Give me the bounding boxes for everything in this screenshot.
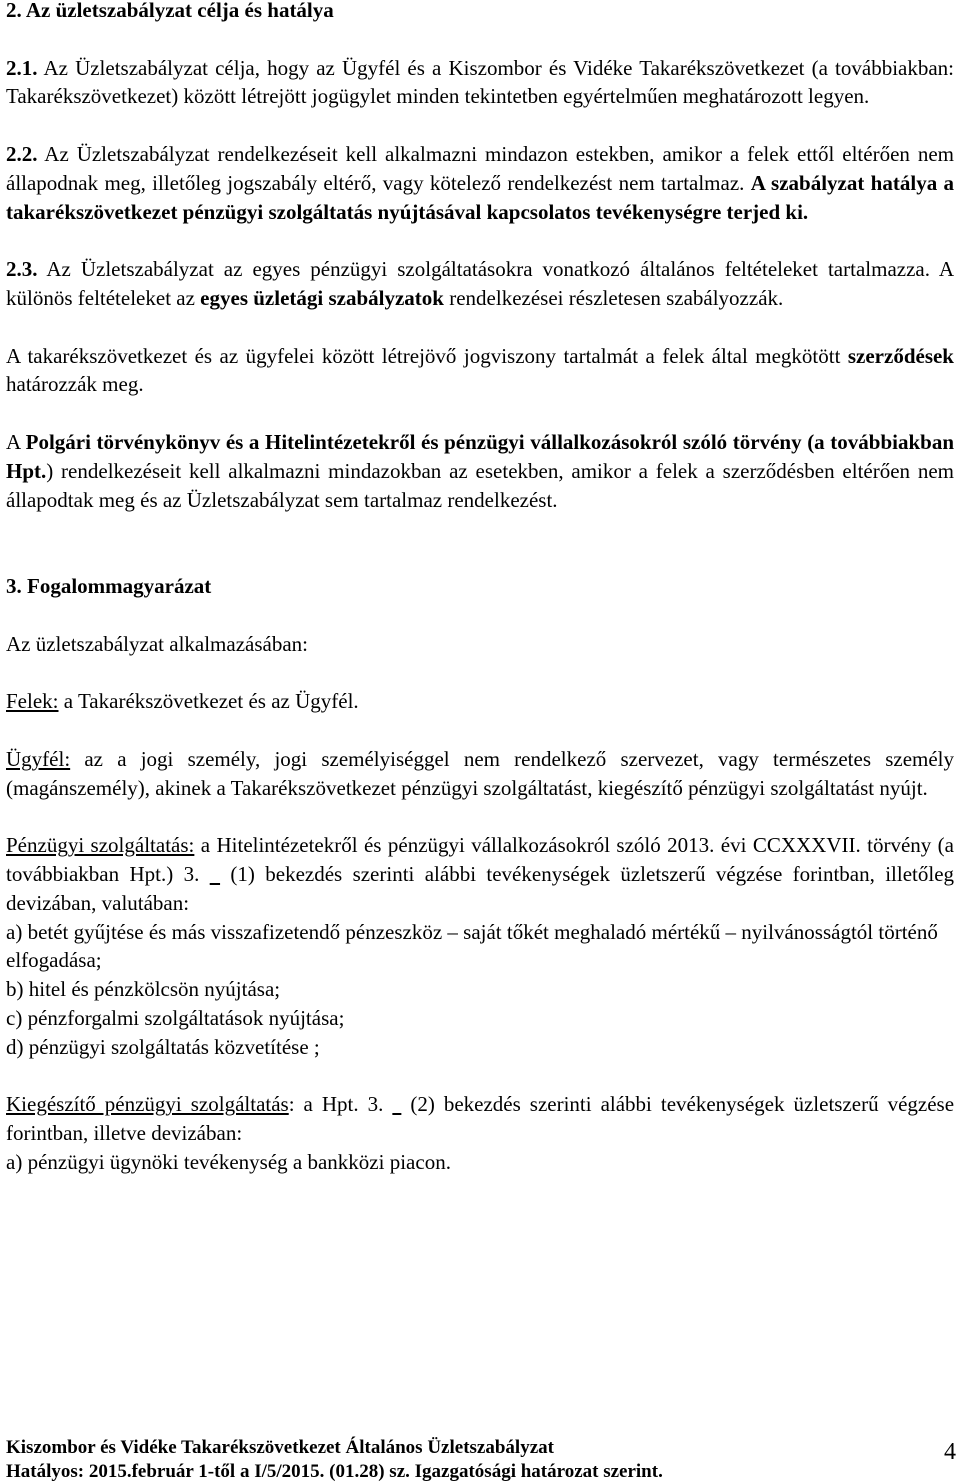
section-symbol: [392, 1092, 401, 1116]
paragraph-text: határozzák meg.: [6, 372, 144, 397]
definition-text: (1) bekezdés szerinti alábbi tevékenységek üzletszerű végzése forintban, illetőleg devizában, valutában:: [6, 861, 955, 915]
definition-kiegeszito-szolgaltatas: [6, 1090, 954, 1148]
list-item: a) betét gyűjtése és más visszafizetendő pénzeszköz – saját tőkét meghaladó mértékű – nyilvánosságtól történő elfogadása;: [6, 919, 938, 973]
paragraph-bold-text: egyes üzletági szabályzatok: [200, 285, 444, 310]
paragraph-2-3: [6, 255, 954, 313]
paragraph-number: 2.1.: [6, 55, 38, 80]
definition-term: Felek:: [6, 689, 59, 714]
list-item: c) pénzforgalmi szolgáltatások nyújtása;: [6, 1005, 345, 1030]
section-symbol: [210, 862, 220, 886]
list-item: d) pénzügyi szolgáltatás közvetítése ;: [6, 1034, 320, 1059]
definition-text: a Takarékszövetkezet és az Ügyfél.: [63, 689, 359, 714]
footer-effective-date: Hatályos: 2015.február 1-től a I/5/2015. (01.28) sz. Igazgatósági határozat szerint.: [6, 1461, 663, 1482]
definition-felek: [6, 687, 954, 716]
paragraph-bold-text: Polgári törvénykönyv és a Hitelintézetekről és pénzügyi vállalkozásokról szóló törvény (a továbbiakban Hpt.: [6, 429, 955, 483]
paragraph-bold-text: szerződések: [847, 343, 954, 368]
definition-term: Ügyfél:: [6, 746, 71, 771]
paragraph-text: ) rendelkezéseit kell alkalmazni mindazokban az esetekben, amikor a felek a szerződésben eltérően nem állapodtak meg és az Üzletszabályzat sem tartalmaz rendelkezést.: [6, 458, 954, 512]
definitions-intro: Az üzletszabályzat alkalmazásában:: [6, 631, 308, 656]
paragraph-number: 2.2.: [6, 141, 38, 166]
paragraph-bold-text: A szabályzat hatálya a takarékszövetkezet pénzügyi szolgáltatás nyújtásával kapcsolatos tevékenységre terjed ki.: [6, 170, 954, 224]
paragraph-text: A: [6, 429, 21, 454]
definition-text: az a jogi személy, jogi személyiséggel nem rendelkező szervezet, vagy természetes személy (magánszemély), akinek a Takarékszövetkezet pénzügyi szolgáltatást, kiegészítő pénzügyi szolgáltatást nyújt.: [6, 746, 955, 800]
section-3-heading: 3. Fogalommagyarázat: [6, 573, 212, 598]
paragraph-2-1: [6, 54, 954, 112]
paragraph-number: 2.3.: [6, 257, 38, 282]
definition-term: Kiegészítő pénzügyi szolgáltatás: [6, 1092, 289, 1117]
page-number: 4: [944, 1439, 956, 1465]
paragraph-text: Az Üzletszabályzat az egyes pénzügyi szolgáltatásokra vonatkozó általános feltételeket tartalmazza. A különös feltételeket az: [6, 257, 955, 310]
paragraph-text: A takarékszövetkezet és az ügyfelei között létrejövő jogviszony tartalmát a felek által megkötött: [6, 343, 841, 368]
list-item: a) pénzügyi ügynöki tevékenység a bankközi piacon.: [6, 1149, 451, 1174]
paragraph-2-2: [6, 140, 954, 226]
definition-text: a Hitelintézetekről és pénzügyi vállalkozásokról szóló 2013. évi CCXXXVII. törvény (a továbbiakban Hpt.) 3.: [6, 833, 954, 886]
paragraph-text: Az Üzletszabályzat rendelkezéseit kell alkalmazni mindazon estekben, amikor a felek ettől eltérően nem állapodnak meg, illetőleg jogszabály eltérő, vagy kötelező rendelkezést nem tartalmaz.: [6, 141, 954, 195]
footer-title: Kiszombor és Vidéke Takarékszövetkezet Általános Üzletszabályzat: [6, 1437, 554, 1458]
definition-ugyfel: [6, 745, 954, 803]
definition-text: : a Hpt. 3.: [288, 1092, 384, 1117]
page-footer: [6, 1436, 954, 1484]
document-body: [6, 0, 954, 1177]
paragraph-text: Az Üzletszabályzat célja, hogy az Ügyfél és a Kiszombor és Vidéke Takarékszövetkezet (a továbbiakban: Takarékszövetkezet) között létrejött jogügylet minden tekintetben egyértelműen meghatározott legyen.: [6, 55, 954, 109]
paragraph-applicable-law: [6, 428, 954, 514]
paragraph-text: rendelkezései részletesen szabályozzák.: [449, 285, 784, 310]
definition-text: (2) bekezdés szerinti alábbi tevékenységek üzletszerű végzése forintban, illetve devizában:: [6, 1092, 955, 1146]
definition-term: Pénzügyi szolgáltatás:: [6, 833, 195, 858]
section-2-heading: 2. Az üzletszabályzat célja és hatálya: [6, 0, 334, 22]
definition-penzugyi-szolgaltatas: [6, 831, 954, 917]
paragraph-contract-relationship: [6, 342, 954, 400]
list-item: b) hitel és pénzkölcsön nyújtása;: [6, 977, 281, 1002]
